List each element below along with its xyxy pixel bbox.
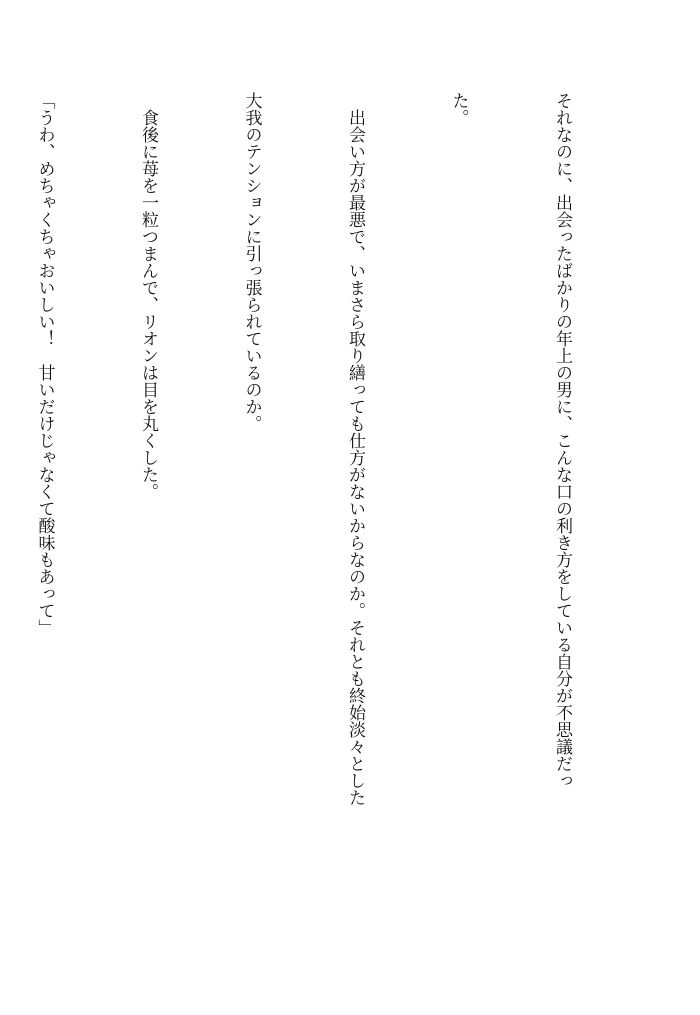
text-line: 食後に苺を一粒つまんで、リオンは目を丸くした。 — [138, 92, 158, 500]
text-line: 大我のテンションに引っ張られているのか。 — [241, 92, 262, 432]
text-line: 出会い方が最悪で、いまさら取り繕っても仕方がないからなのか。それとも終始淡々とした — [345, 92, 365, 806]
text-line: 「うわ、めちゃくちゃおいしい！ 甘いだけじゃなくて酸味もあって」 — [34, 92, 55, 636]
text-line: た。 — [448, 92, 469, 126]
text-line: それなのに、出会ったばかりの年上の男に、こんな口の利き方をしている自分が不思議だっ — [552, 92, 572, 789]
body-text — [0, 92, 648, 972]
